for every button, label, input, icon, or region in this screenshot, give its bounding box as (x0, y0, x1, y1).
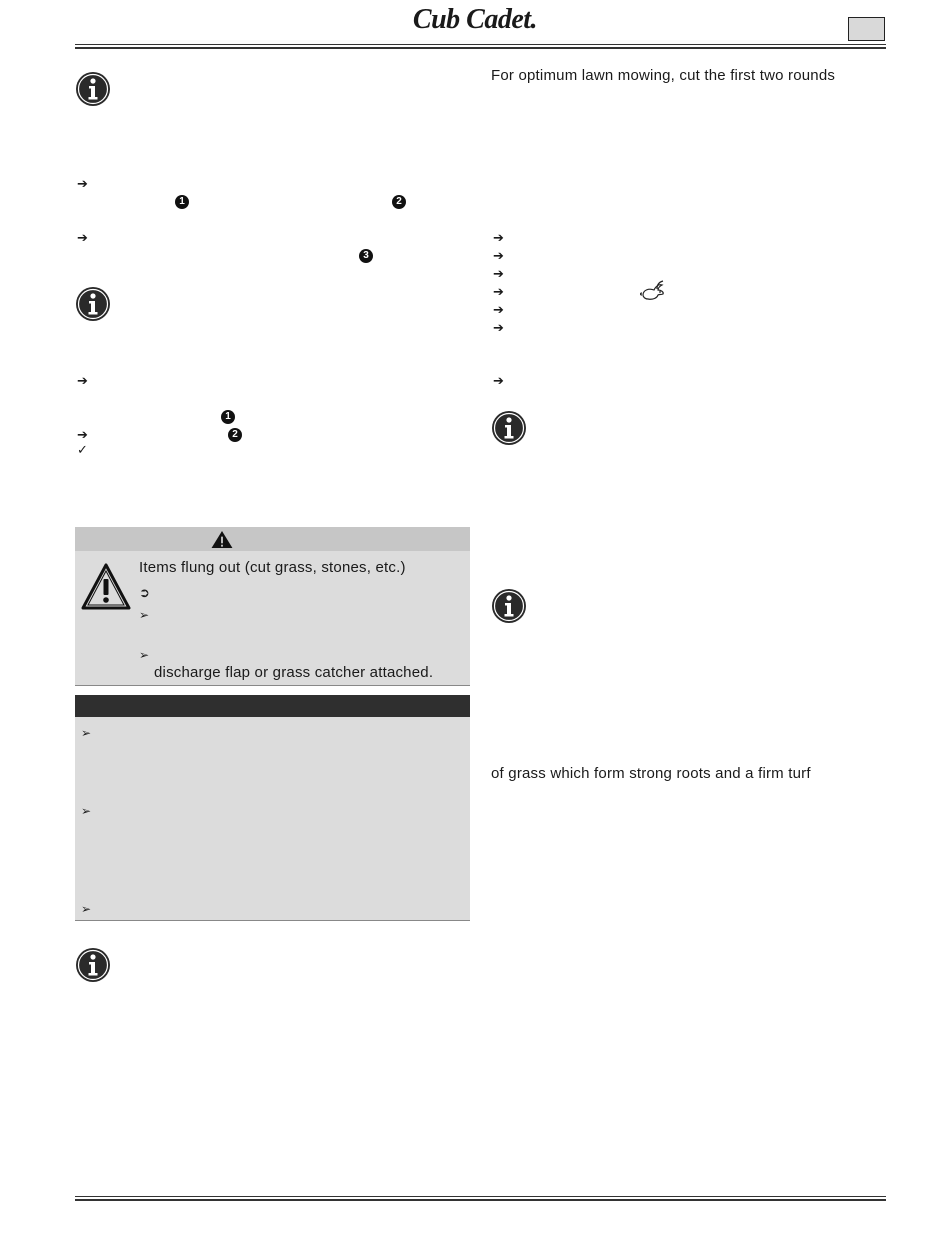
warning-bullet: ➢ (139, 648, 150, 662)
callout-number-3: 3 (359, 249, 373, 263)
step-arrow: ➔ (493, 320, 504, 335)
notice-bullet: ➢ (81, 804, 92, 818)
notice-header (75, 695, 470, 717)
step-arrow: ➔ (493, 302, 504, 317)
page-number-box (848, 17, 885, 41)
notice-bullet: ➢ (81, 726, 92, 740)
callout-number-2: 2 (228, 428, 242, 442)
warning-triangle-large-icon (81, 563, 131, 611)
return-symbol: ➲ (139, 585, 150, 600)
check-mark: ✓ (77, 442, 88, 457)
step-arrow: ➔ (493, 284, 504, 299)
info-icon (491, 588, 527, 624)
step-arrow: ➔ (77, 230, 88, 245)
warning-bullet: ➢ (139, 608, 150, 622)
footer-rule-top (75, 1196, 886, 1197)
step-arrow: ➔ (77, 427, 88, 442)
notice-bullet: ➢ (81, 902, 92, 916)
body-text-line: For optimum lawn mowing, cut the first two rounds (491, 67, 836, 84)
warning-triangle-icon (210, 530, 234, 549)
callout-number-1: 1 (221, 410, 235, 424)
step-arrow: ➔ (493, 373, 504, 388)
header-rule-top (75, 44, 886, 45)
notice-box (75, 695, 470, 921)
warning-box (75, 527, 470, 686)
body-text-line: of grass which form strong roots and a firm turf (491, 765, 811, 782)
info-icon (75, 947, 111, 983)
info-icon (75, 286, 111, 322)
step-arrow: ➔ (77, 176, 88, 191)
step-arrow: ➔ (493, 266, 504, 281)
step-arrow: ➔ (77, 373, 88, 388)
step-arrow: ➔ (493, 248, 504, 263)
callout-number-1: 1 (175, 195, 189, 209)
info-icon (75, 71, 111, 107)
footer-rule-bottom (75, 1199, 886, 1201)
warning-text-line: discharge flap or grass catcher attached. (154, 664, 434, 681)
step-arrow: ➔ (493, 230, 504, 245)
warning-text-line: Items flung out (cut grass, stones, etc.) (139, 559, 406, 576)
callout-number-2: 2 (392, 195, 406, 209)
info-icon (491, 410, 527, 446)
warning-header (75, 527, 470, 551)
header-rule-bottom (75, 47, 886, 49)
rabbit-icon (640, 280, 666, 302)
brand-logo: Cub Cadet. (412, 4, 538, 35)
